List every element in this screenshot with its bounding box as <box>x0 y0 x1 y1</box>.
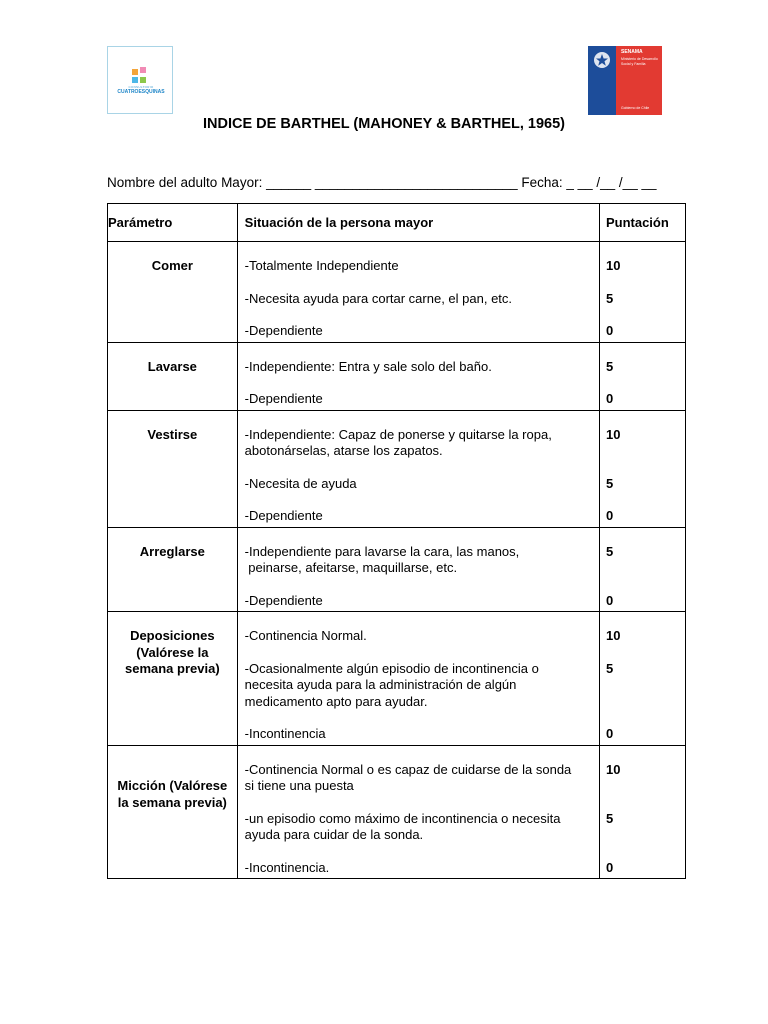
form-fields-line <box>107 175 656 190</box>
situation-cell <box>237 342 599 410</box>
situation-item <box>245 811 593 844</box>
barthel-table <box>107 203 686 879</box>
situation-text: -Continencia Normal. <box>244 628 367 643</box>
nombre-blank: ______ ___________________________ <box>266 175 518 190</box>
fecha-blank: _ __ /__ /__ __ <box>566 175 657 190</box>
situation-text: -Independiente: Entra y sale solo del baño. <box>244 358 492 374</box>
parameter-line: Lavarse <box>147 358 197 374</box>
parameter-line <box>112 762 233 779</box>
score-value: 10 <box>605 761 621 777</box>
situation-item <box>245 508 593 525</box>
situation-text: -Dependiente <box>244 592 323 608</box>
score-value: 5 <box>605 543 614 559</box>
score-cell <box>599 342 685 410</box>
situation-text: -Necesita de ayuda <box>244 475 357 491</box>
table-header-row <box>108 204 686 242</box>
logo-text-line2: CUATROESQUINAS <box>117 89 165 95</box>
situation-item <box>245 427 593 460</box>
header-situacion: Situación de la persona mayor <box>237 204 599 242</box>
situation-text: -Dependiente <box>244 508 323 523</box>
situation-cell <box>237 242 599 343</box>
score-value: 5 <box>605 475 614 491</box>
parameter-cell <box>108 242 238 343</box>
situation-item <box>245 323 593 340</box>
logo-government: Gobierno de Chile <box>621 106 650 110</box>
situation-item <box>245 628 593 645</box>
table-row <box>108 527 686 612</box>
logo-square-green <box>140 77 146 83</box>
situation-cell <box>237 527 599 612</box>
situation-item <box>245 359 593 376</box>
table-row <box>108 342 686 410</box>
parameter-line: Deposiciones <box>130 628 215 643</box>
score-value: 0 <box>605 726 614 741</box>
logo-text-line1: CONSULTORIO <box>128 85 154 89</box>
situation-text: -Incontinencia <box>244 726 326 741</box>
parameter-line: (Valórese la <box>136 644 209 660</box>
score-value: 5 <box>605 358 614 374</box>
parameter-line: Micción (Valórese <box>117 778 228 793</box>
score-cell <box>599 242 685 343</box>
situation-text: peinarse, afeitarse, maquillarse, etc. <box>244 560 458 575</box>
score-value: 0 <box>605 391 614 406</box>
situation-item <box>245 476 593 493</box>
logo-agency: SENAMA <box>621 49 643 55</box>
score-cell <box>599 410 685 527</box>
situation-item <box>245 661 593 711</box>
situation-text: -un episodio como máximo de incontinencia o necesita <box>244 810 561 826</box>
parameter-cell <box>108 527 238 612</box>
score-cell <box>599 527 685 612</box>
situation-item <box>245 762 593 795</box>
table-row <box>108 745 686 879</box>
situation-text: medicamento apto para ayudar. <box>244 693 428 709</box>
situation-text: -Dependiente <box>244 323 323 338</box>
score-value: 10 <box>605 628 621 643</box>
document-title: INDICE DE BARTHEL (MAHONEY & BARTHEL, 1965) <box>202 116 565 132</box>
situation-item <box>245 391 593 408</box>
score-value: 0 <box>605 323 614 338</box>
logo-blue-panel <box>588 46 616 115</box>
score-value: 10 <box>605 258 621 273</box>
parameter-line: semana previa) <box>124 661 220 676</box>
situation-text: necesita ayuda para la administración de algún <box>244 677 517 692</box>
logo-square-orange <box>132 69 138 75</box>
situation-item <box>245 258 593 275</box>
situation-cell <box>237 745 599 879</box>
score-cell <box>599 745 685 879</box>
parameter-line: Vestirse <box>147 426 198 442</box>
score-value: 0 <box>605 592 614 608</box>
situation-cell <box>237 410 599 527</box>
situation-text: si tiene una puesta <box>244 778 354 793</box>
score-cell <box>599 612 685 746</box>
situation-text: -Continencia Normal o es capaz de cuidarse de la sonda <box>244 761 572 777</box>
situation-item <box>245 860 593 877</box>
score-value: 5 <box>605 660 614 676</box>
table-row <box>108 410 686 527</box>
situation-text: -Ocasionalmente algún episodio de incontinencia o <box>244 660 539 676</box>
score-value: 5 <box>605 290 614 306</box>
fecha-label: Fecha: <box>517 175 567 190</box>
score-value: 0 <box>605 859 614 875</box>
score-value: 5 <box>605 810 614 826</box>
situation-text: ayuda para cuidar de la sonda. <box>244 827 424 842</box>
parameter-cell <box>108 612 238 746</box>
table-row <box>108 612 686 746</box>
parameter-cell <box>108 342 238 410</box>
consultorio-logo <box>107 46 173 114</box>
logo-square-blue <box>132 77 138 83</box>
situation-item <box>245 544 593 577</box>
nombre-label: Nombre del adulto Mayor: <box>107 175 267 190</box>
situation-item <box>245 726 593 743</box>
parameter-cell <box>108 410 238 527</box>
senama-logo <box>588 46 662 115</box>
situation-item <box>245 291 593 308</box>
parameter-cell <box>108 745 238 879</box>
coat-of-arms-icon <box>591 49 613 71</box>
parameter-line: Comer <box>151 258 193 273</box>
parameter-line: Arreglarse <box>139 543 205 559</box>
situation-item <box>245 593 593 610</box>
situation-text: -Independiente para lavarse la cara, las manos, <box>244 543 520 559</box>
logo-square-pink <box>140 67 146 73</box>
score-value: 10 <box>605 426 621 442</box>
situation-text: -Dependiente <box>244 391 323 406</box>
situation-text: abotonárselas, atarse los zapatos. <box>244 443 443 458</box>
header-parametro: Parámetro <box>108 204 238 242</box>
logo-ministry: Ministerio de Desarrollo Social y Familia <box>621 57 658 66</box>
situation-text: -Totalmente Independiente <box>244 258 399 273</box>
parameter-line: la semana previa) <box>117 794 227 810</box>
situation-text: -Incontinencia. <box>244 859 330 875</box>
table-row <box>108 242 686 343</box>
score-value: 0 <box>605 508 614 523</box>
situation-text: -Necesita ayuda para cortar carne, el pan, etc. <box>244 290 513 306</box>
situation-text: -Independiente: Capaz de ponerse y quitarse la ropa, <box>244 426 552 442</box>
situation-cell <box>237 612 599 746</box>
header-puntuacion: Puntación <box>599 204 685 242</box>
